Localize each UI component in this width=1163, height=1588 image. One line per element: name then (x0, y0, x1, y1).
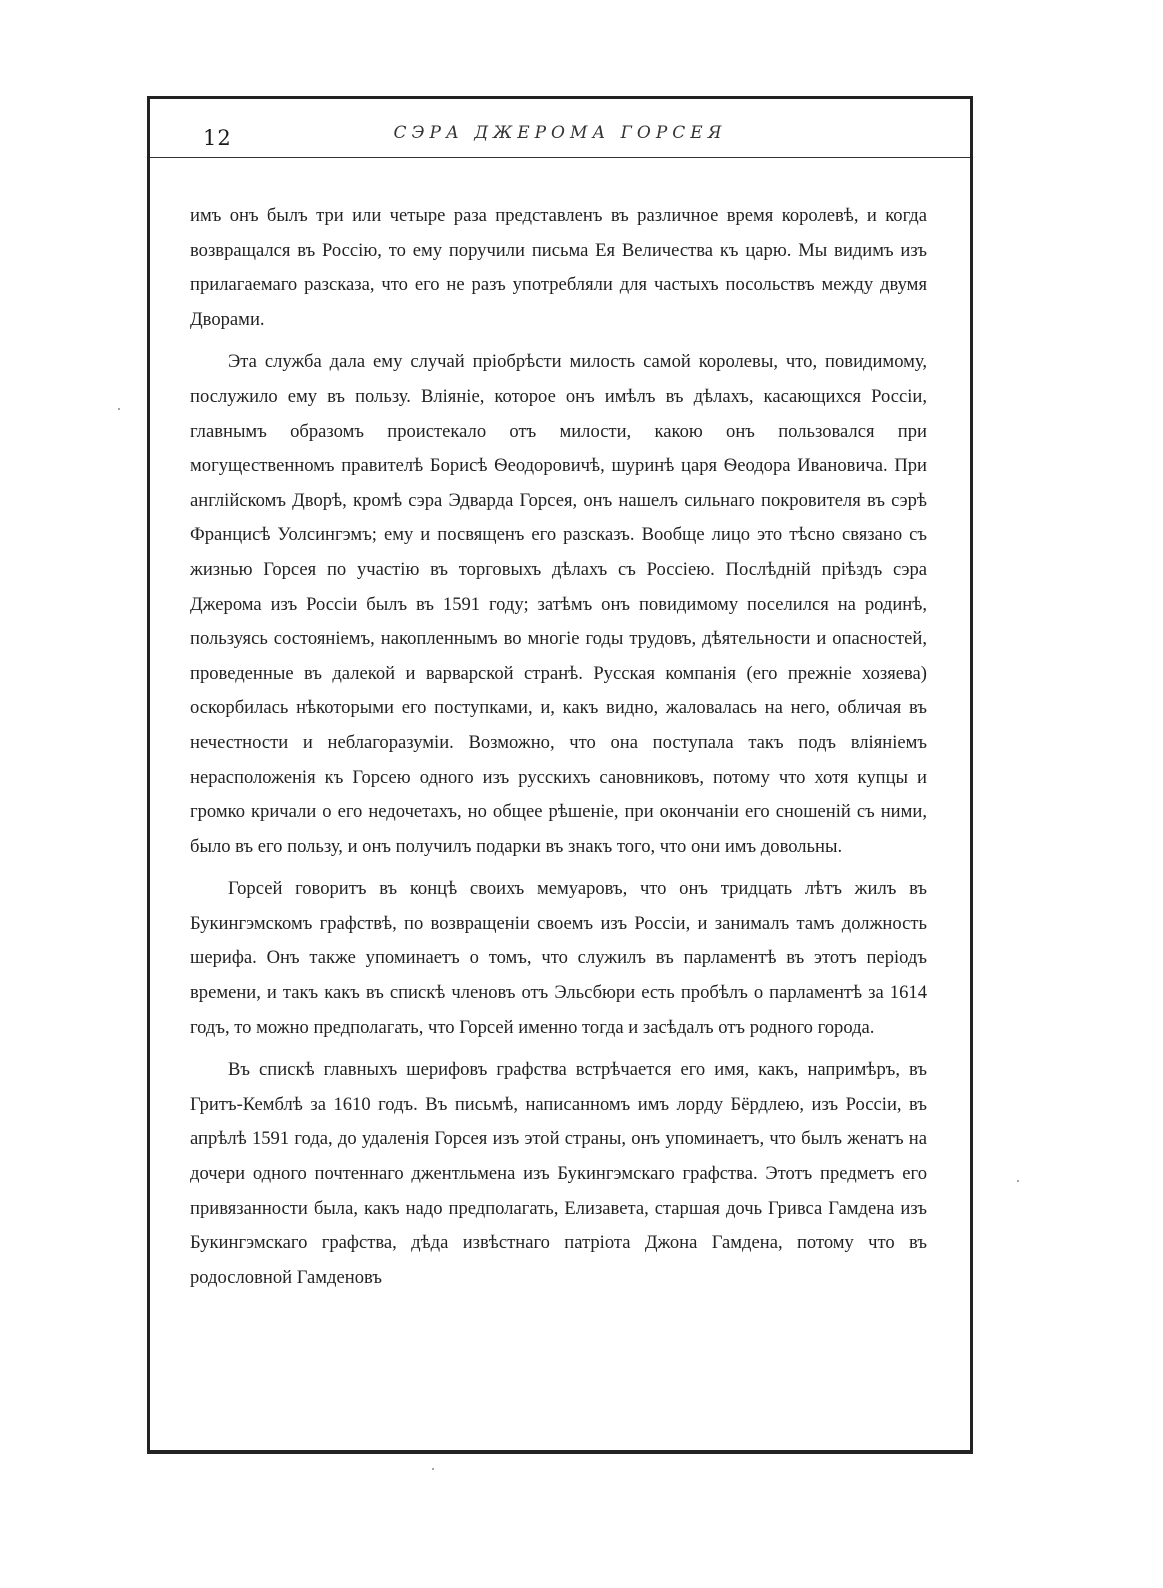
paragraph-3: Горсей говоритъ въ концѣ своихъ мемуаровъ, что онъ тридцать лѣтъ жилъ въ Букингэмскомъ графствѣ, по возвращеніи своемъ изъ Россіи, и занималъ тамъ должность шерифа. Онъ также упоминаетъ о томъ, что служилъ въ парламентѣ въ этотъ періодъ времени, и такъ какъ въ спискѣ членовъ отъ Эльсбюри есть пробѣлъ о парламентѣ за 1614 годъ, то можно предполагать, что Горсей именно тогда и засѣдалъ отъ родного города. (190, 878, 927, 1038)
page-number: 12 (203, 126, 232, 150)
running-header (150, 99, 970, 158)
scan-speck (118, 408, 120, 410)
scan-speck (1017, 1180, 1019, 1182)
body-text (190, 199, 927, 1295)
paragraph-2: Эта служба дала ему случай пріобрѣсти милость самой королевы, что, повидимому, послужило ему въ пользу. Вліяніе, которое онъ имѣлъ въ дѣлахъ, касающихся Россіи, главнымъ образомъ проистекало отъ милости, какою онъ пользовался при могущественномъ правителѣ Борисѣ Ѳеодоровичѣ, шуринѣ царя Ѳеодора Ивановича. При англійскомъ Дворѣ, кромѣ сэра Эдварда Горсея, онъ нашелъ сильнаго покровителя въ сэрѣ Францисѣ Уолсингэмъ; ему и посвященъ его разсказъ. Вообще лицо это тѣсно связано съ жизнью Горсея по участію въ торговыхъ дѣлахъ съ Россіею. Послѣдній пріѣздъ сэра Джерома изъ Россіи былъ въ 1591 году; затѣмъ онъ повидимому поселился на родинѣ, пользуясь состояніемъ, накопленнымъ во многіе годы трудовъ, дѣятельности и опасностей, проведенные въ далекой и варварской странѣ. Русская компанія (его прежніе хозяева) оскорбилась нѣкоторыми его поступками, и, какъ видно, жаловалась на него, обличая въ нечестности и неблагоразуміи. Возможно, что она поступала такъ подъ вліяніемъ нерасположенія къ Горсею одного изъ русскихъ сановниковъ, потому что хотя купцы и громко кричали о его недочетахъ, но общее рѣшеніе, при окончаніи его сношеній съ ними, было въ его пользу, и онъ получилъ подарки въ знакъ того, что они имъ довольны. (190, 351, 927, 857)
page-frame (147, 96, 973, 1454)
scan-speck (432, 1468, 434, 1470)
paragraph-4: Въ спискѣ главныхъ шерифовъ графства встрѣчается его имя, какъ, напримѣръ, въ Гритъ-Кемблѣ за 1610 годъ. Въ письмѣ, написанномъ имъ лорду Бёрдлею, изъ Россіи, въ апрѣлѣ 1591 года, до удаленія Горсея изъ этой страны, онъ упоминаетъ, что былъ женатъ на дочери одного почтеннаго джентльмена изъ Букингэмскаго графства. Этотъ предметъ его привязанности была, какъ надо предполагать, Елизавета, старшая дочь Гривса Гамдена изъ Букингэмскаго графства, дѣда извѣстнаго патріота Джона Гамдена, потому что въ родословной Гамденовъ (190, 1059, 927, 1288)
running-title: СЭРА ДЖЕРОМА ГОРСЕЯ (393, 123, 727, 143)
paragraph-1: имъ онъ былъ три или четыре раза представленъ въ различное время королевѣ, и когда возвращался въ Россію, то ему поручили письма Ея Величества къ царю. Мы видимъ изъ прилагаемаго разсказа, что его не разъ употребляли для частыхъ посольствъ между двумя Дворами. (190, 205, 927, 330)
